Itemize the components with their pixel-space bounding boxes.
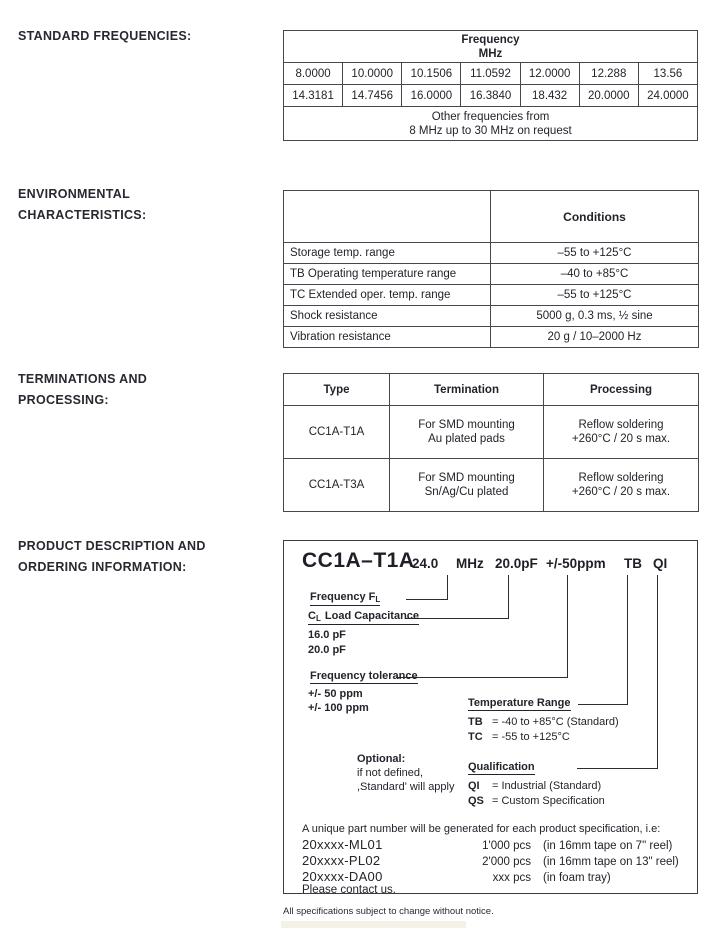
frequency-cell: 10.0000 — [343, 63, 402, 85]
part-prefix: CC1A–T1A — [302, 549, 415, 572]
optional-note-line: if not defined, — [357, 767, 424, 779]
connector-line — [396, 677, 568, 678]
terminations-heading — [18, 369, 147, 411]
frequency-row-1 — [284, 63, 698, 85]
qualification-option — [468, 794, 605, 808]
frequency-cell: 12.288 — [579, 63, 638, 85]
frequency-label-sub: L — [375, 595, 381, 604]
qualification-option-desc: = Custom Specification — [492, 795, 605, 807]
table-row — [284, 264, 699, 285]
frequency-cell: 11.0592 — [461, 63, 520, 85]
termination-cell — [390, 406, 544, 459]
contact-note: Please contact us. — [302, 884, 396, 896]
frequency-cell: 13.56 — [638, 63, 697, 85]
part-pack: (in 16mm tape on 13" reel) — [543, 856, 679, 868]
qualification-field-label: Qualification — [468, 761, 535, 773]
unique-part-note: A unique part number will be generated for each product specification, i.e: — [302, 823, 661, 835]
table-row — [284, 327, 699, 348]
qualification-option — [468, 779, 601, 793]
ordering-heading — [18, 536, 206, 578]
env-param: TB Operating temperature range — [284, 264, 491, 285]
ordering-heading-line2: ORDERING INFORMATION: — [18, 560, 187, 574]
frequency-table-header — [284, 31, 698, 63]
part-number-row — [302, 853, 687, 868]
cutoff-footer-band — [281, 921, 466, 928]
termination-cell — [390, 459, 544, 512]
connector-line — [406, 599, 448, 600]
segment-qualification: QI — [653, 556, 668, 571]
frequency-table — [283, 30, 698, 141]
capacitance-field-label — [308, 610, 419, 625]
part-pack: (in foam tray) — [543, 872, 611, 884]
qualification-option-code: QI — [468, 780, 480, 792]
temp-range-option — [468, 730, 570, 744]
termination-line: Au plated pads — [428, 433, 505, 445]
part-number: 20xxxx-DA00 — [302, 869, 383, 884]
frequency-cell: 14.3181 — [284, 85, 343, 107]
terminations-heading-line2: PROCESSING: — [18, 393, 109, 407]
optional-note-line: ,Standard' will apply — [357, 781, 455, 793]
part-qty: xxx pcs — [492, 872, 531, 884]
footer-disclaimer: All specifications subject to change without notice. — [283, 906, 494, 917]
part-number-row — [302, 869, 687, 884]
segment-frequency: 24.0 — [412, 556, 439, 571]
capacitance-option: 20.0 pF — [308, 644, 346, 656]
conditions-header: Conditions — [491, 191, 699, 243]
processing-line: +260°C / 20 s max. — [571, 433, 671, 445]
env-param: Vibration resistance — [284, 327, 491, 348]
connector-line — [627, 575, 628, 705]
temp-option-code: TC — [468, 731, 483, 743]
env-value: 5000 g, 0.3 ms, ½ sine — [491, 306, 699, 327]
env-value: –55 to +125°C — [491, 243, 699, 264]
segment-capacitance: 20.0pF — [495, 556, 538, 571]
frequency-cell: 18.432 — [520, 85, 579, 107]
tolerance-field-label: Frequency tolerance — [310, 670, 418, 682]
processing-cell — [544, 406, 699, 459]
env-param: Shock resistance — [284, 306, 491, 327]
termination-header: Termination — [390, 374, 544, 406]
part-number: 20xxxx-PL02 — [302, 853, 381, 868]
frequency-cell: 8.0000 — [284, 63, 343, 85]
connector-line — [657, 575, 658, 769]
frequency-table-footer — [284, 107, 698, 141]
capacitance-label-prefix: C — [308, 610, 316, 622]
table-row — [284, 406, 699, 459]
termination-line: For SMD mounting — [418, 419, 515, 431]
terminations-heading-line1: TERMINATIONS AND — [18, 372, 148, 386]
frequency-cell: 20.0000 — [579, 85, 638, 107]
termination-line: For SMD mounting — [418, 472, 515, 484]
env-param: Storage temp. range — [284, 243, 491, 264]
frequency-cell: 24.0000 — [638, 85, 697, 107]
temp-range-field-label: Temperature Range — [468, 697, 571, 709]
frequency-footer-line2: 8 MHz up to 30 MHz on request — [409, 124, 572, 137]
processing-line: Reflow soldering — [578, 419, 664, 431]
capacitance-label-sub: L — [315, 614, 321, 623]
qualification-option-code: QS — [468, 795, 484, 807]
frequency-row-2 — [284, 85, 698, 107]
connector-line — [405, 618, 509, 619]
terminations-table — [283, 373, 698, 512]
environmental-header-empty — [284, 191, 491, 243]
qualification-option-desc: = Industrial (Standard) — [492, 780, 602, 792]
table-row — [284, 285, 699, 306]
frequency-cell: 14.7456 — [343, 85, 402, 107]
segment-tolerance: +/-50ppm — [546, 556, 606, 571]
processing-line: Reflow soldering — [578, 472, 664, 484]
tolerance-option: +/- 100 ppm — [308, 702, 369, 714]
temp-option-desc: = -40 to +85°C (Standard) — [492, 716, 619, 728]
frequency-field-label — [310, 591, 380, 606]
frequency-footer-line1: Other frequencies from — [431, 110, 550, 123]
part-qty: 1'000 pcs — [482, 840, 531, 852]
environmental-heading-line2: CHARACTERISTICS: — [18, 208, 147, 222]
part-number-row — [302, 837, 687, 852]
temp-option-code: TB — [468, 716, 483, 728]
termination-line: Sn/Ag/Cu plated — [424, 486, 509, 498]
environmental-heading — [18, 184, 146, 226]
terminations-header-row — [284, 374, 699, 406]
frequency-cell: 10.1506 — [402, 63, 461, 85]
frequency-cell: 16.3840 — [461, 85, 520, 107]
capacitance-option: 16.0 pF — [308, 629, 346, 641]
frequency-header-line2: MHz — [478, 47, 503, 60]
capacitance-label-text: Load Capacitance — [324, 610, 420, 622]
segment-temp-range: TB — [624, 556, 642, 571]
temp-range-option — [468, 715, 619, 729]
environmental-table — [283, 190, 698, 348]
processing-cell — [544, 459, 699, 512]
temp-option-desc: = -55 to +125°C — [492, 731, 570, 743]
optional-note-title: Optional: — [357, 753, 406, 765]
connector-line — [577, 768, 658, 769]
processing-line: +260°C / 20 s max. — [571, 486, 671, 498]
frequency-header-line1: Frequency — [461, 33, 520, 46]
ordering-heading-line1: PRODUCT DESCRIPTION AND — [18, 539, 206, 553]
environmental-header-row — [284, 191, 699, 243]
type-header: Type — [284, 374, 390, 406]
part-qty: 2'000 pcs — [482, 856, 531, 868]
environmental-heading-line1: ENVIRONMENTAL — [18, 187, 130, 201]
type-cell: CC1A-T3A — [284, 459, 390, 512]
table-row — [284, 459, 699, 512]
env-value: –55 to +125°C — [491, 285, 699, 306]
frequency-cell: 16.0000 — [402, 85, 461, 107]
segment-unit: MHz — [456, 556, 484, 571]
part-number: 20xxxx-ML01 — [302, 837, 383, 852]
tolerance-option: +/- 50 ppm — [308, 688, 363, 700]
standard-frequencies-heading: STANDARD FREQUENCIES: — [18, 29, 192, 43]
table-row — [284, 306, 699, 327]
part-pack: (in 16mm tape on 7" reel) — [543, 840, 673, 852]
connector-line — [508, 575, 509, 619]
table-row — [284, 243, 699, 264]
connector-line — [578, 704, 628, 705]
type-cell: CC1A-T1A — [284, 406, 390, 459]
frequency-cell: 12.0000 — [520, 63, 579, 85]
ordering-diagram-box — [283, 540, 698, 894]
frequency-label-text: Frequency F — [310, 591, 376, 603]
env-value: 20 g / 10–2000 Hz — [491, 327, 699, 348]
env-param: TC Extended oper. temp. range — [284, 285, 491, 306]
processing-header: Processing — [544, 374, 699, 406]
env-value: –40 to +85°C — [491, 264, 699, 285]
connector-line — [447, 575, 448, 600]
connector-line — [567, 575, 568, 678]
